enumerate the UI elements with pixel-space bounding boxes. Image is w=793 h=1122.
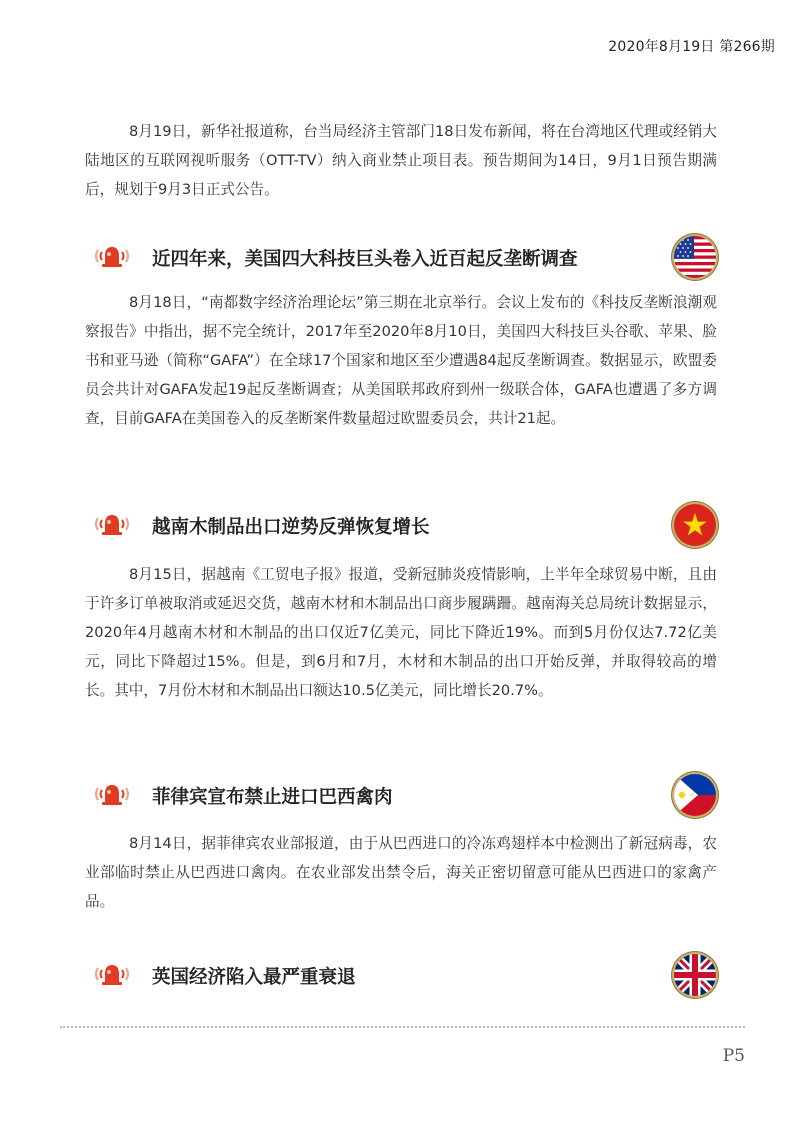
alarm-bell-icon [92,242,132,270]
section-header-vietnam-wood [92,504,716,548]
page-number: P5 [722,1046,745,1066]
section-title: 英国经济陷入最严重衰退 [152,967,356,988]
alarm-bell-icon [92,960,132,988]
section-header-uk-recession [92,954,716,998]
section-body: 8月14日，据菲律宾农业部报道，由于从巴西进口的冷冻鸡翅样本中检测出了新冠病毒，农业部临时禁止从巴西进口禽肉。在农业部发出禁令后，海关正密切留意可能从巴西进口的家禽产品。 [85,835,717,910]
section-body: 8月15日，据越南《工贸电子报》报道，受新冠肺炎疫情影响，上半年全球贸易中断，且由于许多订单被取消或延迟交货，越南木材和木制品出口商步履蹒跚。越南海关总局统计数据显示，2020年4月越南木材和木制品的出口仅近7亿美元，同比下降近19%。而到5月份仅达7.72亿美元，同比下降超过15%。但是，到6月和7月，木材和木制品的出口开始反弹，并取得较高的增长。其中，7月份木材和木制品出口额达10.5亿美元，同比增长20.7%。 [85,566,717,699]
section-title: 越南木制品出口逆势反弹恢复增长 [152,517,430,538]
section-header-us-antitrust [92,236,716,280]
footer-divider [60,1026,745,1028]
usa-flag-icon [674,236,716,278]
section-header-philippines-poultry [92,774,716,818]
section-body: 8月18日，“南都数字经济治理论坛”第三期在北京举行。会议上发布的《科技反垄断浪潮观察报告》中指出，据不完全统计，2017年至2020年8月10日，美国四大科技巨头谷歌、苹果、脸书和亚马逊（简称“GAFA”）在全球17个国家和地区至少遭遇84起反垄断调查。数据显示，欧盟委员会共计对GAFA发起19起反垄断调查；从美国联邦政府到州一级联合体，GAFA也遭遇了多方调查，目前GAFA在美国卷入的反垄断案件数量超过欧盟委员会，共计21起。 [85,294,717,427]
intro-paragraph: 8月19日，新华社报道称，台当局经济主管部门18日发布新闻，将在台湾地区代理或经销大陆地区的互联网视听服务（OTT-TV）纳入商业禁止项目表。预告期间为14日，9月1日预告期满后，规划于9月3日正式公告。 [85,123,717,198]
philippines-flag-icon [674,774,716,816]
alarm-bell-icon [92,510,132,538]
uk-flag-icon [674,954,716,996]
issue-date: 2020年8月19日 第266期 [608,39,775,55]
section-title: 近四年来，美国四大科技巨头卷入近百起反垄断调查 [152,249,578,270]
vietnam-flag-icon [674,504,716,546]
alarm-bell-icon [92,780,132,808]
section-title: 菲律宾宣布禁止进口巴西禽肉 [152,787,393,808]
